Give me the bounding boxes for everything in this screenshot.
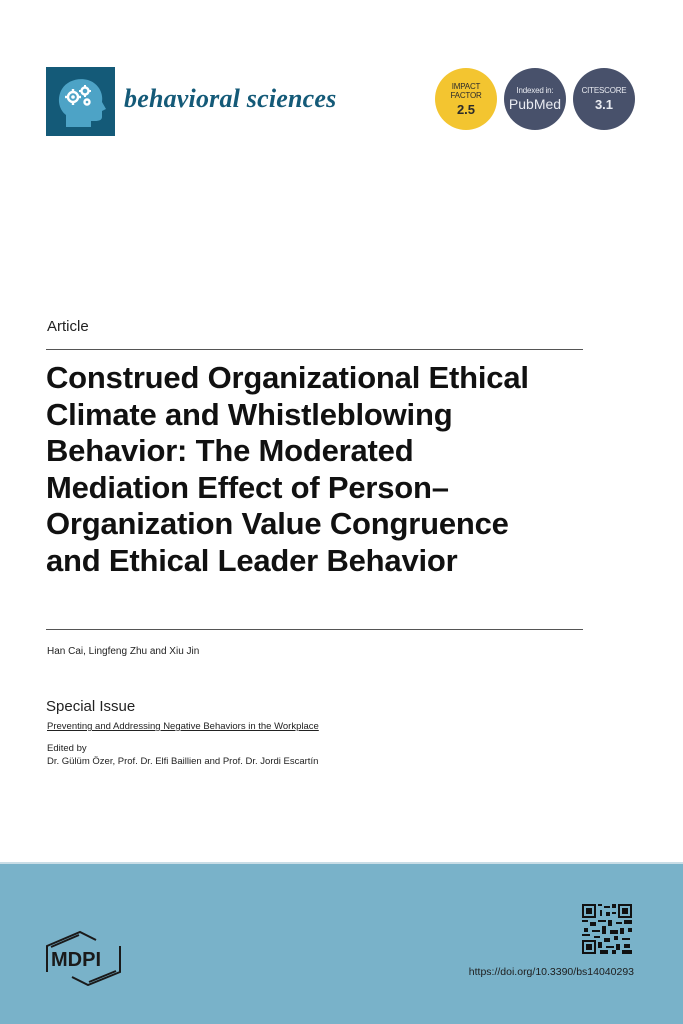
badge-label: IMPACT [451, 81, 481, 91]
divider [46, 629, 583, 630]
badge-value: 3.1 [594, 97, 614, 112]
divider [46, 349, 583, 350]
article-title [46, 360, 586, 579]
title-line: Organization Value Congruence [46, 506, 509, 541]
mdpi-hexagon-icon [44, 930, 124, 986]
badge-label: Indexed in: [516, 86, 554, 95]
badge-value: 2.5 [456, 101, 476, 117]
head-with-gears-icon [46, 67, 115, 136]
doi-link[interactable]: https://doi.org/10.3390/bs14040293 [468, 966, 634, 978]
citescore-badge[interactable] [573, 68, 635, 130]
pubmed-badge[interactable] [504, 68, 566, 130]
title-line: and Ethical Leader Behavior [46, 542, 458, 578]
badge-label: CITESCORE [581, 86, 627, 95]
impact-factor-badge[interactable] [435, 68, 497, 130]
title-line: Construed Organizational Ethical [46, 360, 529, 395]
special-issue-label: Special Issue [46, 698, 136, 715]
badge-value: PubMed [508, 96, 562, 112]
journal-logo [46, 67, 115, 136]
svg-text:MDPI: MDPI [51, 949, 101, 971]
journal-name: behavioral sciences [124, 84, 337, 113]
edited-by-label: Edited by [47, 743, 87, 754]
authors: Han Cai, Lingfeng Zhu and Xiu Jin [47, 646, 200, 657]
editors: Dr. Gülüm Özer, Prof. Dr. Elfi Baillien and Prof. Dr. Jordi Escartín [47, 756, 319, 767]
special-issue-link[interactable]: Preventing and Addressing Negative Behaviors in the Workplace [47, 721, 319, 732]
badge-label: FACTOR [450, 90, 482, 100]
title-line: Mediation Effect of Person– [46, 469, 449, 505]
qr-code[interactable] [582, 904, 632, 954]
mdpi-logo [44, 930, 124, 986]
qr-code-icon [582, 904, 632, 954]
title-line: Behavior: The Moderated [46, 433, 414, 468]
article-type: Article [47, 318, 89, 335]
title-line: Climate and Whistleblowing [46, 396, 453, 432]
